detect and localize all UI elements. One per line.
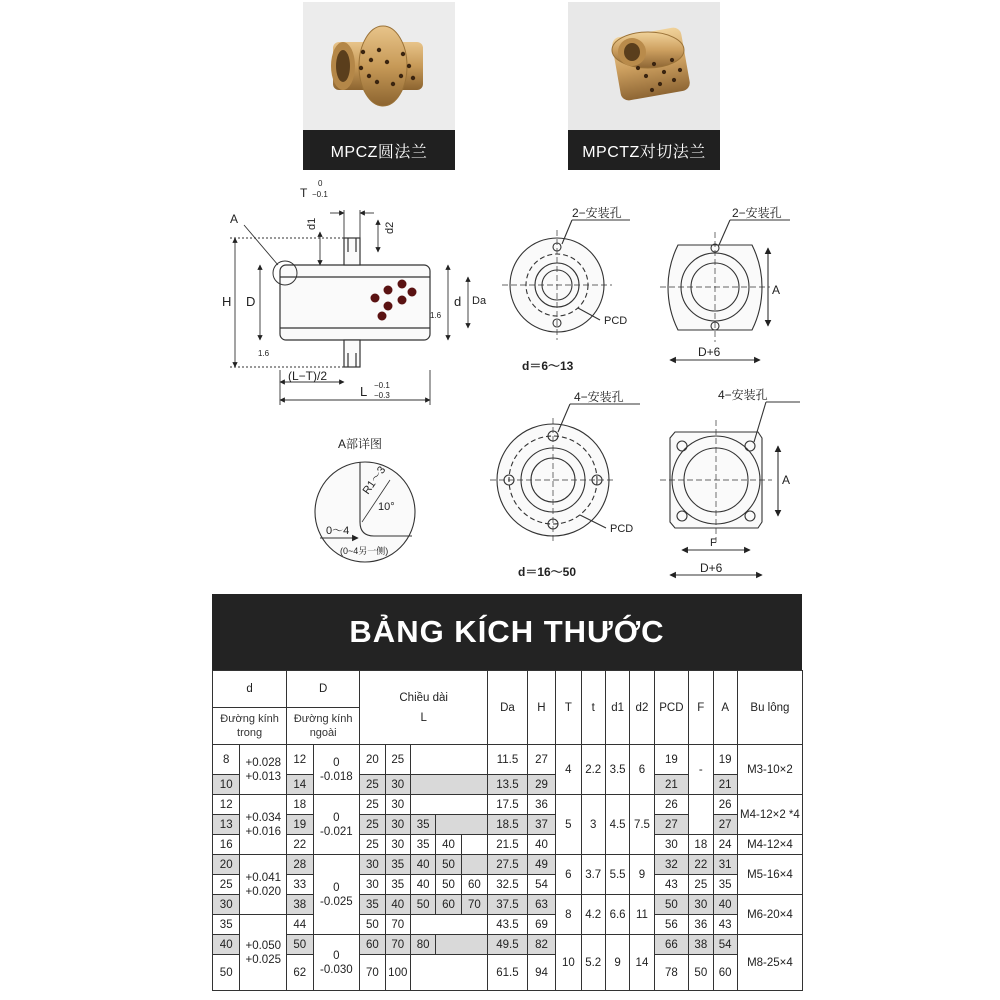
cell-t: 3.7 [581,855,605,895]
cell-L: 35 [410,815,435,835]
cell-F: 30 [689,895,713,915]
cell-A: 27 [713,815,737,835]
cell-d: 12 [213,795,240,815]
cell-H: 40 [527,835,555,855]
tol-lower: +0.020 [245,885,281,898]
tol-lower: -0.030 [320,963,353,976]
cell-L: 35 [360,895,385,915]
cell-Da: 49.5 [488,935,528,955]
header-d: d [213,671,287,708]
cell-A: 40 [713,895,737,915]
roughness-mark: 1.6 [430,311,442,320]
cell-L-empty [436,935,488,955]
cut-flange-2-holes [660,220,790,360]
cell-L: 50 [436,855,461,875]
cell-A: 31 [713,855,737,875]
tol-upper: +0.050 [245,939,281,952]
header-bolt: Bu lông [737,671,802,745]
cell-L-empty [410,795,487,815]
cell-L-empty [410,915,487,935]
tol-upper: 0 [333,949,340,962]
detail-title: A部详图 [338,437,383,451]
header-Da: Da [488,671,528,745]
cell-F-empty [689,795,713,835]
cell-Da: 27.5 [488,855,528,875]
dim-D6-label: D+6 [698,345,721,359]
cell-L: 70 [385,935,410,955]
table-title: BẢNG KÍCH THƯỚC [212,594,802,670]
dim-d-label: d [454,294,462,309]
cell-bolt: M4-12×4 [737,835,802,855]
header-H: H [527,671,555,745]
cell-L: 60 [461,875,487,895]
cell-d1: 9 [605,935,629,991]
cell-L: 40 [410,875,435,895]
cell-d-tol [240,745,287,795]
cell-Da: 32.5 [488,875,528,895]
dim-A-cut-2: A [772,283,781,297]
dim-d2-label: d2 [384,221,396,234]
cell-d: 30 [213,895,240,915]
dim-A-cut-4: A [782,473,791,487]
header-A: A [713,671,737,745]
cell-D: 19 [287,815,313,835]
cell-d1: 6.6 [605,895,629,935]
cell-D: 18 [287,795,313,815]
cell-t: 4.2 [581,895,605,935]
round-flange-4-holes [490,404,640,542]
cell-Da: 18.5 [488,815,528,835]
cell-PCD: 56 [654,915,689,935]
cell-D: 62 [287,955,313,991]
cell-A: 21 [713,775,737,795]
detail-note: (0~4另一侧) [340,546,389,556]
cell-L: 20 [360,745,385,775]
dim-L-label: L [360,384,368,399]
dim-F-label: F [710,537,717,549]
cell-L: 30 [385,815,410,835]
range-small-label: d＝6～13 [522,359,574,373]
cell-T: 5 [556,795,581,855]
bushing-round-flange-image [303,2,455,130]
cell-d2: 9 [630,855,654,895]
cell-A: 35 [713,875,737,895]
cell-d: 20 [213,855,240,875]
cell-F: - [689,745,713,795]
cell-PCD: 32 [654,855,689,875]
cell-bolt: M5-16×4 [737,855,802,895]
cell-d2: 6 [630,745,654,795]
cell-L: 35 [385,875,410,895]
cell-H: 63 [527,895,555,915]
cell-Da: 61.5 [488,955,528,991]
cell-Da: 11.5 [488,745,528,775]
cell-D: 38 [287,895,313,915]
cell-d1: 3.5 [605,745,629,795]
cell-D: 50 [287,935,313,955]
header-length-sub: L [420,711,427,724]
cell-L-empty [410,955,487,991]
tol-upper: 0 [333,756,340,769]
cell-d: 10 [213,775,240,795]
cell-H: 54 [527,875,555,895]
cell-L: 50 [436,875,461,895]
product-photo-mpctz [568,2,720,170]
tol-lower: +0.016 [245,825,281,838]
header-d1: d1 [605,671,629,745]
holes-2-label: 2−安装孔 [732,206,782,220]
tol-upper: +0.034 [245,811,281,824]
cell-PCD: 78 [654,955,689,991]
range-large-label: d＝16～50 [518,565,577,579]
cell-A: 54 [713,935,737,955]
dim-T-lower: −0.1 [312,190,328,199]
header-d-sub: Đường kính trong [213,708,287,745]
cell-L-empty [410,775,487,795]
cell-d: 40 [213,935,240,955]
dim-T-label: T [300,186,308,200]
cell-L: 100 [385,955,410,991]
cell-d1: 4.5 [605,795,629,855]
cell-PCD: 43 [654,875,689,895]
detail-angle-label: 10° [378,501,395,513]
cell-L: 25 [385,745,410,775]
cell-L-empty [436,815,488,835]
cell-L: 30 [385,775,410,795]
header-F: F [689,671,713,745]
header-d2: d2 [630,671,654,745]
tol-lower: +0.013 [245,770,281,783]
cell-D: 33 [287,875,313,895]
tol-upper: +0.041 [245,871,281,884]
cell-Da: 37.5 [488,895,528,915]
cell-d: 35 [213,915,240,935]
cell-PCD: 26 [654,795,689,815]
cell-D: 12 [287,745,313,775]
header-PCD: PCD [654,671,689,745]
dim-D-label: D [246,294,256,309]
cell-Da: 43.5 [488,915,528,935]
cell-L: 40 [385,895,410,915]
cell-F: 36 [689,915,713,935]
tol-lower: -0.025 [320,895,353,908]
cell-L: 60 [436,895,461,915]
dim-D6-label: D+6 [700,561,723,575]
header-D-sub: Đường kính ngoài [287,708,360,745]
cell-H: 37 [527,815,555,835]
cell-H: 49 [527,855,555,875]
cell-bolt: M4-12×2 *4 [737,795,802,835]
tol-upper: 0 [333,881,340,894]
cell-H: 69 [527,915,555,935]
cell-PCD: 27 [654,815,689,835]
cell-F: 25 [689,875,713,895]
cell-D-tol [313,745,360,795]
side-view [273,238,430,367]
cell-Da: 17.5 [488,795,528,815]
cell-H: 82 [527,935,555,955]
cell-d: 13 [213,815,240,835]
cell-L: 30 [385,795,410,815]
cell-F: 38 [689,935,713,955]
dim-H-label: H [222,294,232,309]
detail-zero-label: 0～4 [326,525,350,537]
cell-L: 60 [360,935,385,955]
tol-lower: -0.021 [320,825,353,838]
bushing-cut-flange-image [568,2,720,130]
tol-lower: -0.018 [320,770,353,783]
cell-H: 29 [527,775,555,795]
header-D: D [287,671,360,708]
header-length [360,671,488,745]
dim-A-label: A [230,212,239,226]
cell-Da: 21.5 [488,835,528,855]
cell-bolt: M8-25×4 [737,935,802,991]
cell-F: 18 [689,835,713,855]
cell-L: 70 [461,895,487,915]
cell-L: 50 [410,895,435,915]
dim-L-lower: −0.3 [374,391,390,400]
cell-D: 22 [287,835,313,855]
cell-H: 27 [527,745,555,775]
cell-t: 2.2 [581,745,605,795]
dim-LT-label: (L−T)/2 [288,369,328,383]
dim-T-upper: 0 [318,179,323,188]
cell-PCD: 30 [654,835,689,855]
cell-A: 19 [713,745,737,775]
cell-D: 14 [287,775,313,795]
cell-t: 5.2 [581,935,605,991]
product-photo-mpcz [303,2,455,170]
cell-t: 3 [581,795,605,855]
cell-D-tol [313,795,360,855]
cell-PCD: 66 [654,935,689,955]
cell-L: 25 [360,795,385,815]
cell-PCD: 21 [654,775,689,795]
cell-T: 10 [556,935,581,991]
holes-4-label: 4−安装孔 [574,390,624,404]
cell-d-tol [240,795,287,855]
cell-L-empty [461,835,487,855]
cell-H: 36 [527,795,555,815]
cell-L: 35 [410,835,435,855]
header-T: T [556,671,581,745]
pcd-label: PCD [610,523,634,535]
cell-A: 24 [713,835,737,855]
cell-Da: 13.5 [488,775,528,795]
cell-d: 50 [213,955,240,991]
cell-T: 6 [556,855,581,895]
holes-2-label: 2−安装孔 [572,206,622,220]
cell-H: 94 [527,955,555,991]
cell-L: 25 [360,815,385,835]
cell-d-tol [240,855,287,915]
cell-L: 30 [360,855,385,875]
cell-L: 70 [360,955,385,991]
cell-d1: 5.5 [605,855,629,895]
cell-PCD: 19 [654,745,689,775]
product-caption: MPCZ圆法兰 [303,130,455,170]
cell-L: 30 [360,875,385,895]
cell-L: 80 [410,935,435,955]
cell-bolt: M3-10×2 [737,745,802,795]
cell-L: 35 [385,855,410,875]
tol-upper: +0.028 [245,756,281,769]
technical-drawing [200,170,820,590]
dim-L-upper: −0.1 [374,381,390,390]
cell-d2: 7.5 [630,795,654,855]
cell-L: 40 [410,855,435,875]
holes-4-label: 4−安装孔 [718,388,768,402]
cell-bolt: M6-20×4 [737,895,802,935]
cell-A: 60 [713,955,737,991]
dim-Da-label: Da [472,295,487,307]
cell-T: 8 [556,895,581,935]
cell-L: 50 [360,915,385,935]
product-caption: MPCTZ对切法兰 [568,130,720,170]
cell-L-empty [410,745,487,775]
cell-L: 70 [385,915,410,935]
cell-D: 44 [287,915,313,935]
cell-d-tol [240,915,287,991]
cell-F: 50 [689,955,713,991]
dimension-table [212,670,803,991]
cell-D: 28 [287,855,313,875]
cell-d2: 14 [630,935,654,991]
cell-d2: 11 [630,895,654,935]
cell-L: 25 [360,835,385,855]
cell-L: 25 [360,775,385,795]
cell-A: 43 [713,915,737,935]
cut-flange-4-holes [660,402,800,575]
cell-d: 25 [213,875,240,895]
cell-A: 26 [713,795,737,815]
cell-T: 4 [556,745,581,795]
roughness-mark: 1.6 [258,349,270,358]
header-t: t [581,671,605,745]
cell-d: 8 [213,745,240,775]
dim-d1-label: d1 [306,217,318,230]
cell-L: 30 [385,835,410,855]
cell-F: 22 [689,855,713,875]
tol-lower: +0.025 [245,953,281,966]
cell-d: 16 [213,835,240,855]
cell-D-tol [313,855,360,935]
cell-D-tol [313,935,360,991]
cell-L-empty [461,855,487,875]
detail-r-label: R1～3 [360,464,389,497]
header-length-label: Chiều dài [399,691,448,704]
cell-PCD: 50 [654,895,689,915]
tol-upper: 0 [333,811,340,824]
cell-L: 40 [436,835,461,855]
pcd-label: PCD [604,315,628,327]
